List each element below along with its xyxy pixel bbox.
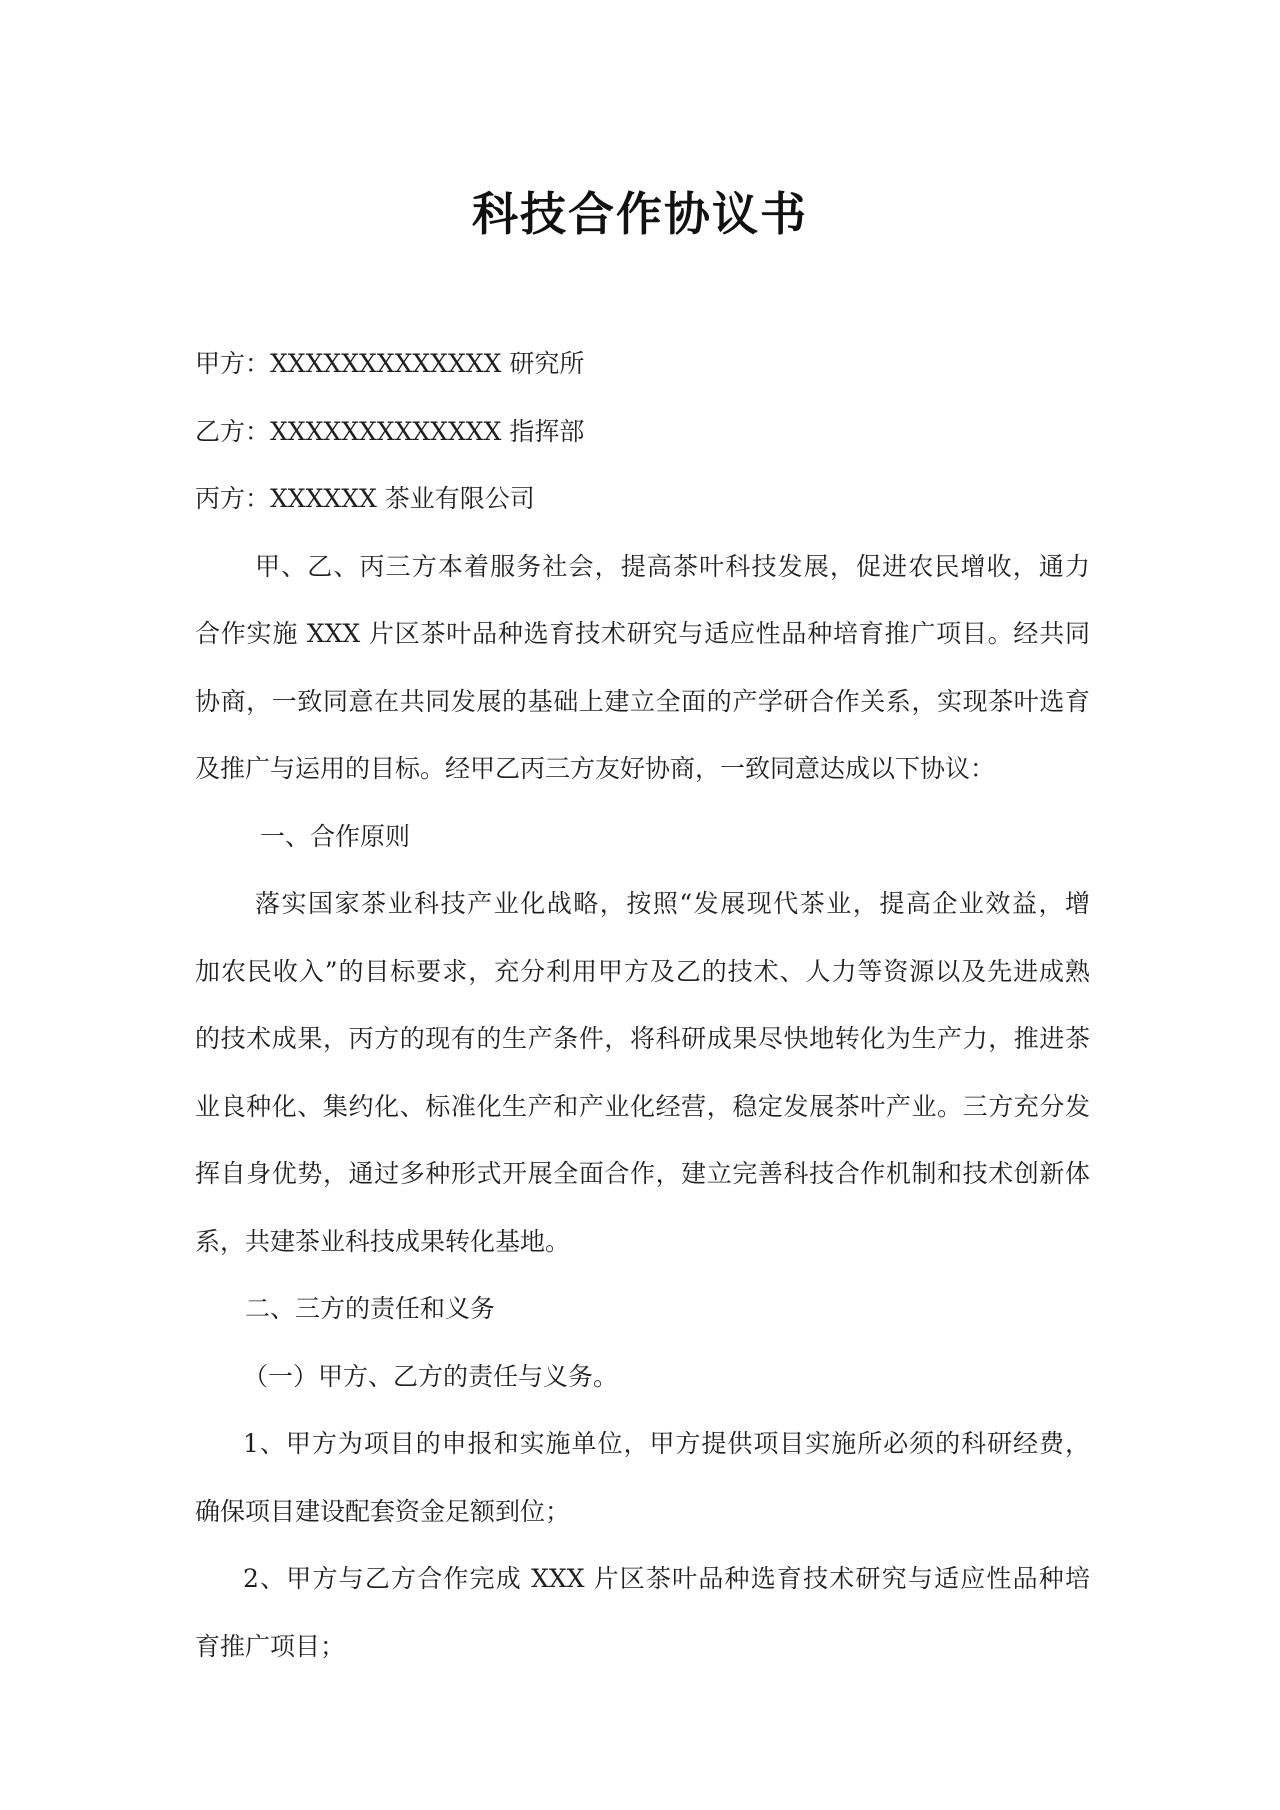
section1-line: 的技术成果，丙方的现有的生产条件，将科研成果尽快地转化为生产力，推进茶 <box>195 1024 1090 1053</box>
section1-line: 落实国家茶业科技产业化战略，按照“发展现代茶业，提高企业效益，增 <box>255 889 1090 918</box>
section1-line: 业良种化、集约化、标准化生产和产业化经营，稳定发展茶叶产业。三方充分发 <box>195 1091 1090 1121</box>
document-body <box>195 330 1090 1680</box>
section1-heading: 一、合作原则 <box>260 821 411 851</box>
section1-line: 挥自身优势，通过多种形式开展全面合作，建立完善科技合作机制和技术创新体 <box>195 1159 1090 1188</box>
section2-subheading: （一）甲方、乙方的责任与义务。 <box>243 1361 619 1391</box>
item1-line: 确保项目建设配套资金足额到位； <box>195 1496 571 1526</box>
item1-line: 1、甲方为项目的申报和实施单位，甲方提供项目实施所必须的科研经费， <box>243 1429 1090 1458</box>
intro-line: 及推广与运用的目标。经甲乙丙三方友好协商，一致同意达成以下协议： <box>195 754 996 783</box>
section1-line: 加农民收入”的目标要求，充分利用甲方及乙的技术、人力等资源以及先进成熟 <box>195 956 1090 986</box>
intro-line: 甲、乙、丙三方本着服务社会，提高茶叶科技发展，促进农民增收，通力 <box>255 551 1090 581</box>
intro-line: 合作实施 XXX 片区茶叶品种选育技术研究与适应性品种培育推广项目。经共同 <box>195 619 1090 648</box>
party-c: 丙方：XXXXXX 茶业有限公司 <box>195 484 535 513</box>
party-b: 乙方：XXXXXXXXXXXXX 指挥部 <box>195 416 585 446</box>
party-a: 甲方：XXXXXXXXXXXXX 研究所 <box>195 349 585 378</box>
document-title: 科技合作协议书 <box>472 187 808 241</box>
item2-line: 2、甲方与乙方合作完成 XXX 片区茶叶品种选育技术研究与适应性品种培 <box>243 1564 1090 1593</box>
section1-line: 系，共建茶业科技成果转化基地。 <box>195 1226 571 1256</box>
intro-line: 协商，一致同意在共同发展的基础上建立全面的产学研合作关系，实现茶叶选育 <box>195 686 1090 716</box>
section2-heading: 二、三方的责任和义务 <box>245 1294 496 1323</box>
item2-line: 育推广项目； <box>195 1631 346 1661</box>
